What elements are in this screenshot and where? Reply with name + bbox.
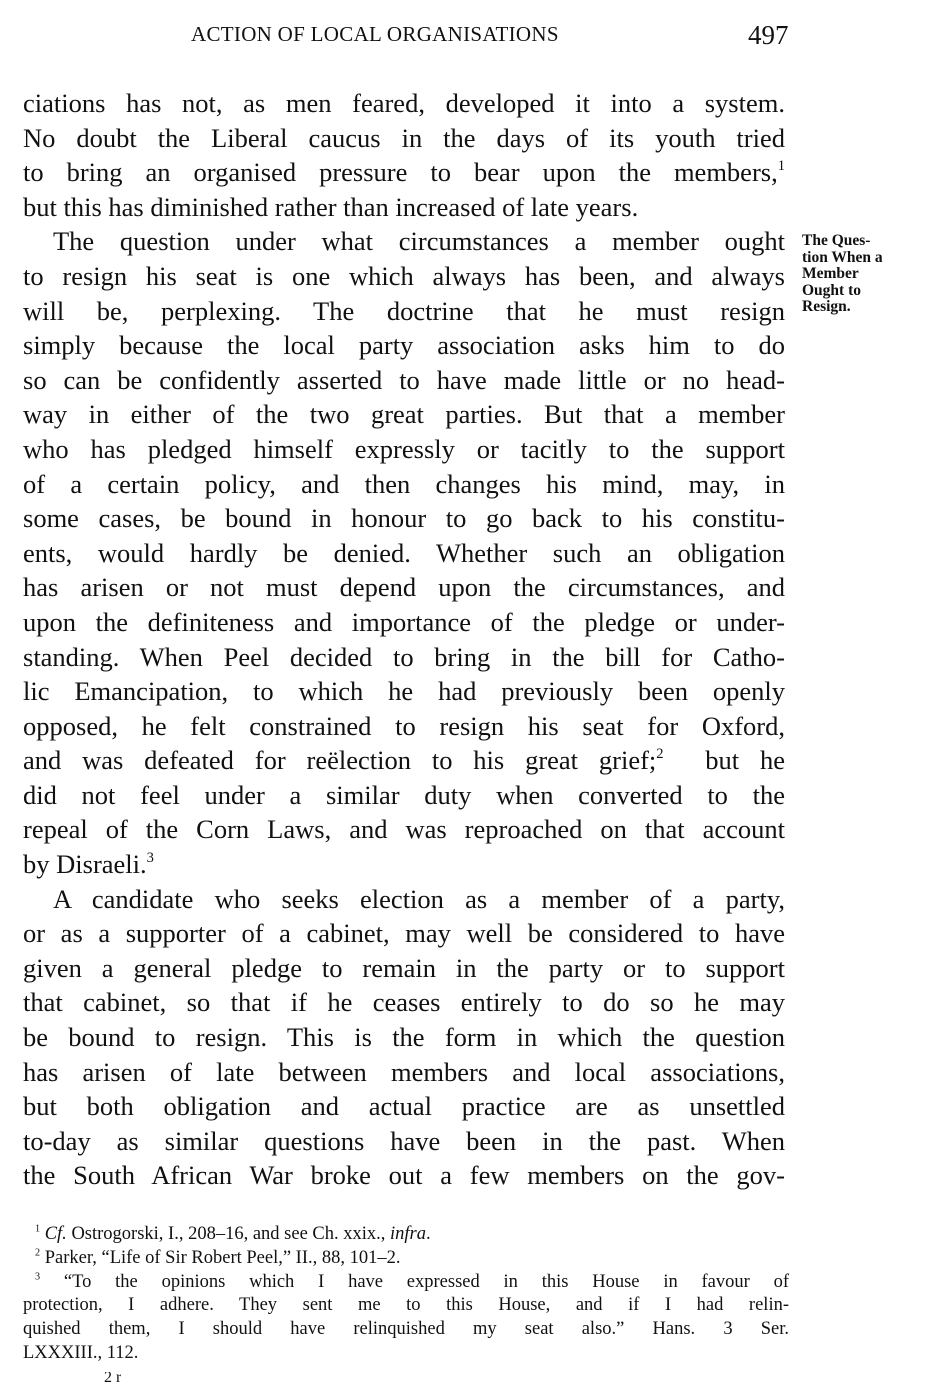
paragraph-candidate (23, 882, 785, 1193)
footnote-1-end: . (426, 1224, 431, 1244)
text-line: that cabinet, so that if he ceases entirely to do so he may (23, 987, 785, 1018)
body-text (23, 86, 785, 1193)
printer-signature-mark: 2 r (104, 1372, 122, 1384)
text-line: ciations has not, as men feared, developed it into a system. (23, 88, 785, 118)
text-segment: but he (705, 745, 786, 776)
text-line: has arisen of late between members and local associations, (23, 1056, 785, 1087)
text-segment: and was defeated for reëlection to his great grief; (23, 745, 657, 776)
text-line: some cases, be bound in honour to go back to his constitu- (23, 503, 785, 534)
marginal-note-line: tion When a (802, 248, 883, 266)
text-line: ents, would hardly be denied. Whether such an obligation (23, 537, 785, 568)
footnote-1-infra: infra (390, 1224, 427, 1244)
text-line: the South African War broke out a few members on the gov- (23, 1160, 785, 1191)
paragraph-continued (23, 86, 785, 224)
text-line: did not feel under a similar duty when converted to the (23, 779, 785, 810)
text-line: of a certain policy, and then changes his mind, may, in (23, 468, 785, 499)
text-line-with-note (23, 743, 785, 778)
text-line: but this has diminished rather than increased of late years. (23, 191, 639, 222)
footnote-1-mark: 1 (35, 1223, 41, 1235)
text-line: lic Emancipation, to which he had previously been openly (23, 676, 785, 707)
footnote-1-cf: Cf. (44, 1224, 67, 1244)
running-head (0, 20, 934, 54)
marginal-note-line: The Ques- (802, 232, 871, 249)
marginal-note-line: Resign. (802, 298, 851, 315)
text-line: upon the definiteness and importance of the pledge or under- (23, 606, 785, 637)
footnote-2-text: Parker, “Life of Sir Robert Peel,” II., 88, 101–2. (44, 1247, 401, 1268)
footnote-1 (23, 1223, 789, 1247)
text-line: given a general pledge to remain in the party or to support (23, 952, 785, 983)
text-line: to-day as similar questions have been in the past. When (23, 1125, 785, 1156)
text-line: but both obligation and actual practice are as unsettled (23, 1091, 785, 1122)
text-segment: to bring an organised pressure to bear upon the members, (23, 157, 778, 188)
footnote-1-text: Ostrogorski, I., 208–16, and see Ch. xxix., (66, 1224, 391, 1244)
footnote-3-mark: 3 (35, 1270, 41, 1282)
footnote-3-line: quished them, I should have relinquished my seat also.” Hans. 3 Ser. (23, 1319, 789, 1340)
text-segment: by Disraeli. (23, 849, 147, 880)
text-line: way in either of the two great parties. But that a member (23, 399, 785, 430)
marginal-note-line: Ought to (802, 281, 861, 299)
text-line: opposed, he felt constrained to resign his seat for Oxford, (23, 710, 785, 741)
text-line: simply because the local party association asks him to do (23, 330, 785, 361)
footnote-2 (23, 1247, 789, 1271)
text-line: has arisen or not must depend upon the circumstances, and (23, 572, 785, 603)
text-line: or as a supporter of a cabinet, may well be considered to have (23, 918, 785, 949)
text-line: repeal of the Corn Laws, and was reproached on that account (23, 814, 785, 845)
marginal-note (802, 233, 930, 316)
footnotes (23, 1223, 789, 1366)
marginal-note-line: Member (802, 265, 859, 282)
text-line: so can be confidently asserted to have made little or no head- (23, 364, 785, 395)
footnote-2-mark: 2 (35, 1247, 41, 1259)
text-line: No doubt the Liberal caucus in the days of its youth tried (23, 122, 785, 153)
footnote-3-line (23, 1271, 789, 1295)
paragraph-resignation (23, 224, 785, 881)
footnote-3-line: protection, I adhere. They sent me to this House, and if I had relin- (23, 1295, 789, 1316)
text-line: A candidate who seeks election as a member of a party, (53, 883, 785, 914)
text-line: be bound to resign. This is the form in which the question (23, 1022, 785, 1053)
text-line: standing. When Peel decided to bring in the bill for Catho- (23, 641, 785, 672)
text-line: will be, perplexing. The doctrine that he must resign (23, 295, 785, 326)
text-line-with-note (23, 847, 785, 882)
footnote-mark: 3 (146, 850, 154, 867)
running-title: ACTION OF LOCAL ORGANISATIONS (191, 22, 559, 46)
text-line-with-note (23, 155, 785, 190)
text-line: to resign his seat is one which always has been, and always (23, 260, 785, 291)
text-line: The question under what circumstances a member ought (53, 226, 785, 257)
footnote-3-text: “To the opinions which I have expressed in this House in favour of (63, 1271, 790, 1292)
footnote-3-line: LXXXIII., 112. (23, 1342, 139, 1363)
text-line: who has pledged himself expressly or tacitly to the support (23, 433, 785, 464)
page-number: 497 (748, 20, 789, 50)
footnote-mark: 2 (656, 746, 664, 763)
footnote-mark: 1 (777, 158, 785, 175)
